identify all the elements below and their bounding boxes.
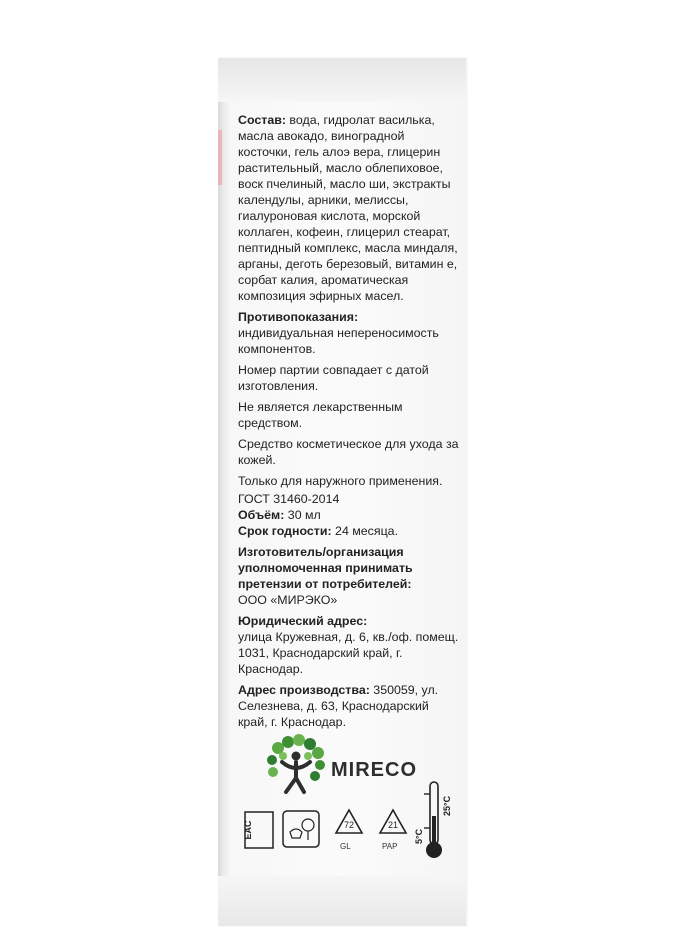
thermometer-icon [414, 776, 456, 862]
contraindications-text: индивидуальная непереносимость компонентов. [238, 326, 439, 356]
volume-label: Объём: [238, 508, 285, 522]
production-address [238, 682, 460, 730]
recycle-glass-icon [332, 806, 366, 840]
contraindications-label: Противопоказания: [238, 310, 359, 324]
recycle-glass-number: 72 [343, 820, 355, 830]
legal-address-value: улица Кружевная, д. 6, кв./оф. помещ. 1031, Краснодарский край, г. Краснодар. [238, 630, 459, 676]
volume-line [238, 507, 460, 523]
recycle-paper-icon [376, 806, 410, 840]
recycle-paper-number: 21 [387, 820, 399, 830]
note-external-use: Только для наружного применения. [238, 474, 443, 488]
tree-person-icon [264, 734, 330, 796]
composition [238, 112, 460, 304]
production-address-value: 350059, ул. Селезнева, д. 63, Краснодарский край, г. Краснодар. [238, 683, 439, 729]
shelf-life-value: 24 месяца. [335, 524, 399, 538]
brand-name: MIRECO [331, 759, 417, 781]
temp-max-label: 25°C [442, 795, 452, 816]
note-cosmetic: Средство косметическое для ухода за кожей. [238, 437, 459, 467]
red-edge-mark [218, 130, 222, 185]
manufacturer-value: ООО «МИРЭКО» [238, 593, 338, 607]
volume-value: 30 мл [287, 508, 321, 522]
recycle-glass-code: GL [340, 842, 351, 851]
note-not-medicine: Не является лекарственным средством. [238, 400, 403, 430]
legal-address [238, 613, 460, 677]
gost-line: ГОСТ 31460-2014 [238, 492, 340, 506]
recycle-paper-code: PAP [382, 842, 398, 851]
production-address-label: Адрес производства: [238, 683, 370, 697]
legal-address-label: Юридический адрес: [238, 614, 368, 628]
eac-mark-icon [242, 810, 276, 850]
eac-text: EAC [243, 820, 253, 840]
box-top-edge [218, 58, 466, 102]
shelf-life-line [238, 523, 460, 539]
composition-label: Состав: [238, 113, 286, 127]
box-bottom-edge [218, 876, 466, 926]
composition-text: вода, гидролат василька, масла авокадо, виноградной косточки, гель алоэ вера, глицерин растительный, масло облепиховое, воск пчелиный, масло ши, экстракты календулы, арники, мелиссы, гиалуроновая кислота, морской коллаген, кофеин, глицерил стеарат, пептидный комплекс, масла миндаля, арганы, деготь березовый, витамин е, сорбат калия, ароматическая композиция эфирных масел. [238, 113, 458, 303]
manufacturer [238, 544, 460, 608]
certification-symbols [242, 795, 456, 862]
contraindications [238, 309, 460, 357]
shelf-life-label: Срок годности: [238, 524, 332, 538]
note-batch: Номер партии совпадает с датой изготовления. [238, 363, 429, 393]
mireco-logo [264, 734, 434, 796]
temp-min-label: 5°C [414, 828, 424, 844]
info-panel [238, 112, 460, 735]
manufacturer-label: Изготовитель/организация уполномоченная принимать претензии от потребителей: [238, 545, 413, 591]
food-contact-icon [282, 810, 320, 848]
